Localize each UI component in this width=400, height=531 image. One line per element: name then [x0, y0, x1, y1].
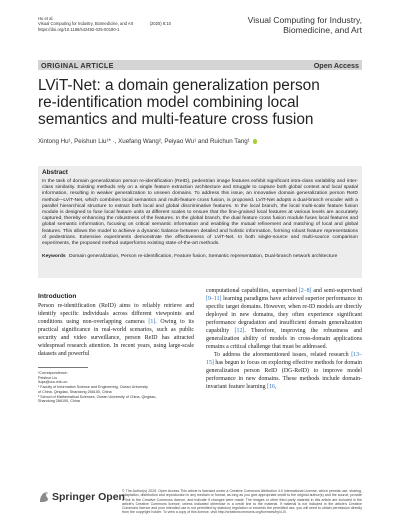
springer-horse-icon: [38, 491, 50, 503]
keywords-label: Keywords: [42, 254, 66, 259]
abstract-heading: Abstract: [42, 169, 68, 176]
title-line3: semantics and multi-feature cross fusion: [38, 111, 314, 129]
license-text: © The Author(s) 2025. Open Access This article is licensed under a Creative Commons Attribution 4.0 International License, which permits use, sharing, adaptation, distribution and reproduction in any medium or format, as long as you give appropriate credit to the original author(s) and the source, provide a link to the Creative Commons licence, and indicate if changes were made. The images or other third party material in this article are included in the article's Creative Commons licence, unless indicated otherwise in a credit line to the material. If material is not included in the article's Creative Commons licence and your intended use is not permitted by statutory regulation or exceeds the permitted use, you will need to obtain permission directly from the copyright holder. To view a copy of this licence, visit http://creativecommons.org/licenses/by/4.0/.: [122, 489, 362, 515]
keywords: [42, 254, 358, 260]
springer-brand: Springer: [52, 491, 96, 503]
author-short: Hu et al.: [38, 16, 54, 21]
article-title: [38, 77, 362, 129]
open-brand: Open: [98, 491, 125, 503]
intro-paragraph: [206, 351, 362, 391]
intro-text: has begun to focus on exploring effective methods for domain generalization person ReID (DG-ReID) to improve model performance in new domains. These methods include domain-invariant feature learning: [206, 360, 362, 390]
volume-info: (2025) 8:10: [149, 21, 171, 27]
citation-link[interactable]: [16,: [267, 384, 277, 390]
affiliation-1: ¹ Faculty of Information Science and Engineering, Ocean University: [38, 385, 148, 390]
intro-paragraph: [206, 287, 362, 351]
citation-link[interactable]: [2–8]: [298, 288, 312, 294]
journal-title-line2: Biomedicine, and Art: [283, 25, 362, 35]
journal-title-line1: Visual Computing for Industry,: [247, 15, 362, 25]
title-line2: re-identification model combining local: [38, 94, 299, 112]
springer-open-wordmark: [52, 491, 125, 503]
keywords-list: Domain generalization, Person re-identification, Feature fusion, Semantic representation, Dual-branch network architecture: [68, 254, 338, 259]
footnotes: [38, 371, 194, 404]
journal-title: [212, 15, 362, 35]
abstract-body: In the task of domain generalization person re-identification (ReID), pedestrian image features exhibit significant intra-class variability and inter-class similarity. Existing methods rely on a single feature extraction architecture and struggle to capture both global context and local spatial information, resulting in weaker generalization to unseen domains. To address this issue, an innovative domain generalization person ReID method—LViT-Net, which combines local semantics and multi-feature cross fusion, is proposed. LViT-Net adopts a dual-branch encoder with a parallel hierarchical structure to extract both local and global discriminative features. In the local branch, the local multi-scale feature fusion module is designed to fuse local feature units at different scales to ensure that the fine-grained local features at various levels are accurately captured, thereby enhancing the robustness of the features. In the global branch, the dual feature cross fusion module fuses local features and global semantic information, focusing on critical semantic information and enabling the mutual refinement and matching of local and global features. This allows the model to achieve a dynamic balance between detailed and holistic information, forming robust feature representations of pedestrians. Extensive experiments demonstrate the effectiveness of LViT-Net. In both single-source and multi-source comparison experiments, the proposed method outperforms existing state-of-the-art methods.: [42, 179, 358, 247]
authors-text[interactable]: Xintong Hu¹, Peishun Liu¹* ·, Xuefang Wang², Peiyao Wu¹ and Ruichun Tang¹: [38, 138, 250, 145]
affiliation-2-cont: Shandong 266100, China: [38, 399, 80, 404]
intro-text: To address the aforementioned issues, related research: [214, 352, 352, 358]
intro-text: . Owing to its practical significance in real-world scenarios, such as public security and video surveillance, person ReID has attracted widespread research attention. In recent years, using large-scale datasets and powerful: [38, 319, 194, 357]
title-line1: LViT-Net: a domain generalization person: [38, 77, 320, 94]
intro-column-2: [206, 287, 362, 391]
springer-open-logo: [38, 490, 125, 504]
article-meta: [38, 16, 171, 32]
abstract-box: [38, 166, 362, 278]
intro-heading: Introduction: [38, 293, 77, 300]
citation-link[interactable]: [13–15]: [206, 352, 362, 366]
intro-text: . Therefore, improving the robustness and generalization ability of models in cross-domain applications remains a critical challenge that must be addressed.: [206, 328, 362, 350]
citation-link[interactable]: [12]: [234, 328, 245, 334]
author-list: [38, 138, 362, 145]
intro-text: learning paradigms have achieved superior performance in specific target domains. However, when re-ID models are directly deployed in new domains, they often experience significant performance degradation and insufficient domain generalization capability: [206, 296, 362, 334]
citation-link[interactable]: [1]: [148, 319, 156, 325]
open-access-badge: Open Access: [313, 61, 359, 70]
citation-link[interactable]: [9–11]: [206, 296, 222, 302]
intro-text: computational capabilities, supervised: [206, 288, 299, 294]
intro-column-1: [38, 302, 194, 358]
intro-paragraph: [38, 302, 194, 358]
correspondence-email[interactable]: liups@ouc.edu.cn: [38, 380, 68, 385]
footnote-divider: [38, 367, 88, 368]
intro-text: and semi-supervised: [311, 288, 363, 294]
article-type: ORIGINAL ARTICLE: [41, 61, 114, 70]
intro-text: Person re-identification (ReID) aims to reliably retrieve and identify specific individuals across different viewpoints and conditions using non-overlapping cameras: [38, 303, 194, 325]
orcid-icon[interactable]: [253, 139, 258, 144]
article-banner: [38, 60, 362, 70]
affiliation-2: ² School of Mathematical Sciences, Ocean University of China, Qingdao,: [38, 394, 157, 399]
doi-link[interactable]: https://doi.org/10.1186/s42492-025-00190-1: [38, 26, 120, 32]
correspondence-label: *Correspondence:: [38, 371, 68, 375]
affiliation-1-cont: of China, Qingdao, Shandong 266100, China: [38, 389, 112, 394]
correspondence-name: Peishun Liu: [38, 375, 58, 380]
journal-citation-name: Visual Computing for Industry, Biomedicine, and Art: [38, 21, 134, 27]
